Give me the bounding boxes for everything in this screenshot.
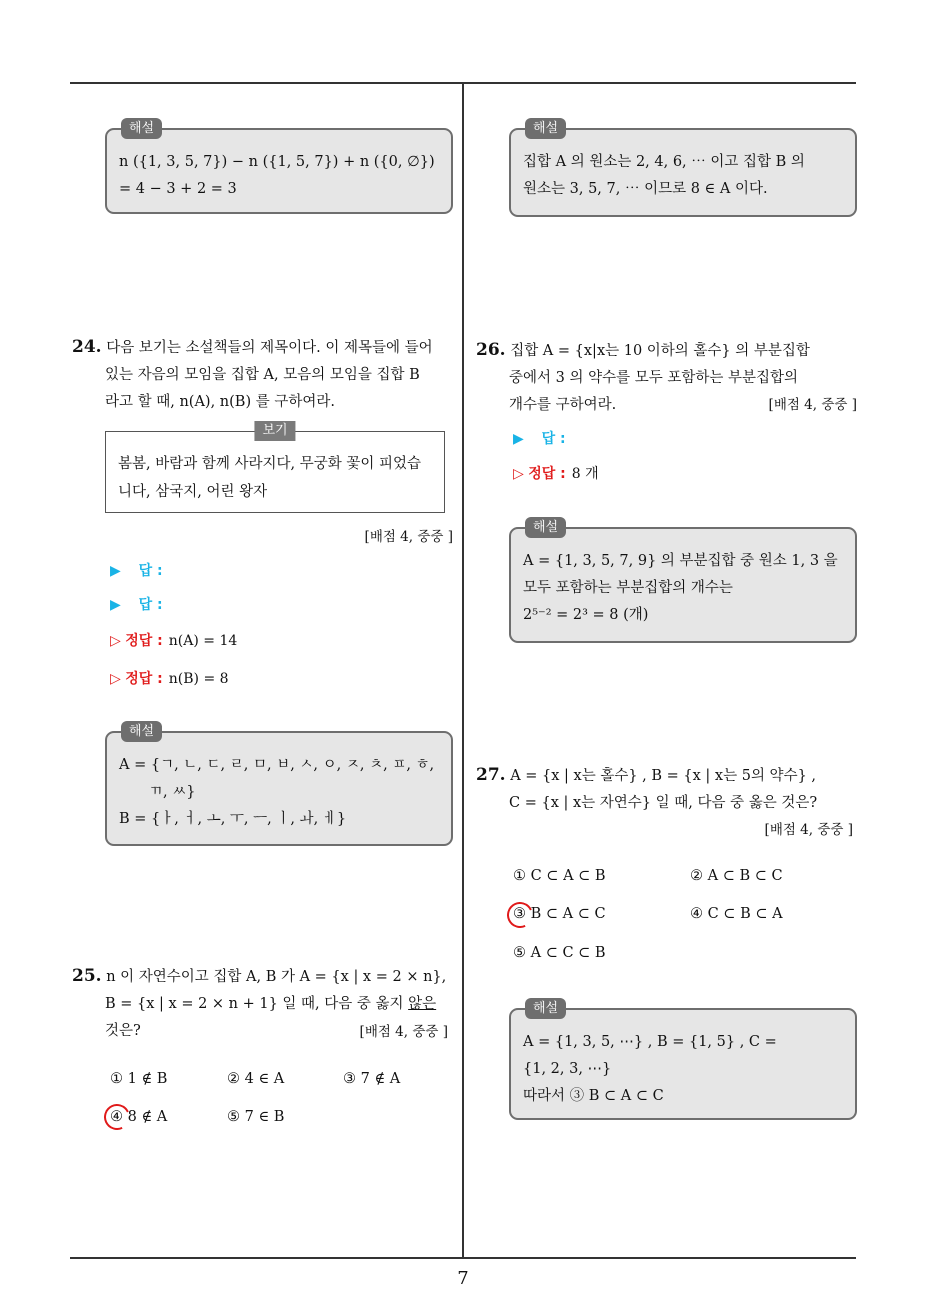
correct-label: 정답 : [125,633,163,649]
solution-tag: 해설 [121,721,162,742]
choice-2[interactable]: ② A ⊂ B ⊂ C [690,868,783,884]
solution-line: n ({1, 3, 5, 7}) − n ({1, 5, 7}) + n ({0, ∅}) [119,154,435,170]
solution-box-27 [509,1001,857,1120]
answer-label: 답 : [138,597,163,613]
solution-line: 따라서 ③ B ⊂ A ⊂ C [523,1088,664,1104]
solution-box-prev-right [509,121,857,217]
underlined-keyword: 않은 [408,996,437,1012]
play-arrow-icon: ▶ [110,563,121,579]
choice-4[interactable]: ④ C ⊂ B ⊂ A [690,906,783,922]
page-number: 7 [457,1268,469,1289]
view-line: 봄봄, 바람과 함께 사라지다, 무궁화 꽃이 피었습 [118,456,422,472]
view-box [105,423,445,513]
question-text: n 이 자연수이고 집합 A, B 가 A = {x | x = 2 × n}, [106,969,447,985]
question-text: 다음 보기는 소설책들의 제목이다. 이 제목들에 들어 [106,340,433,356]
answer-field[interactable] [110,560,163,580]
question-text: 라고 할 때, n(A), n(B) 를 구하여라. [105,394,335,410]
play-arrow-icon: ▶ [513,431,524,447]
correct-label: 정답 : [528,466,566,482]
view-tag: 보기 [254,421,295,441]
correct-label: 정답 : [125,671,163,687]
choice-1[interactable]: ① C ⊂ A ⊂ B [513,868,606,884]
question-number: 25. [72,966,102,986]
solution-line: A = {1, 3, 5, 7, 9} 의 부분집합 중 원소 1, 3 을 [523,553,838,569]
choice-3[interactable]: ③ B ⊂ A ⊂ C [513,906,606,922]
score-label: [배점 4, 중중 ] [359,1024,448,1040]
question-text: 중에서 3 의 약수를 모두 포함하는 부분집합의 [509,370,799,386]
choice-5[interactable]: ⑤ A ⊂ C ⊂ B [513,945,606,961]
selected-answer-circle [503,898,536,931]
question-24 [72,334,457,416]
question-text: 개수를 구하여라. [509,397,617,413]
outline-triangle-icon: ▷ [110,671,121,687]
solution-box-prev-left [105,121,453,214]
solution-tag: 해설 [525,517,566,538]
correct-value: 8 개 [571,466,599,482]
solution-tag: 해설 [121,118,162,139]
answer-label: 답 : [541,431,566,447]
question-number: 27. [476,765,506,785]
question-27 [476,762,861,817]
score-label: [배점 4, 중중 ] [768,397,857,413]
answer-field[interactable] [110,594,163,614]
solution-line: A = {1, 3, 5, ⋯} , B = {1, 5} , C = [523,1034,777,1050]
correct-answer [513,463,599,483]
correct-value: n(A) = 14 [168,633,238,649]
play-arrow-icon: ▶ [110,597,121,613]
question-number: 26. [476,340,506,360]
selected-answer-circle [100,1100,133,1133]
question-number: 24. [72,337,102,357]
question-text: 있는 자음의 모임을 집합 A, 모음의 모임을 집합 B [105,367,420,383]
question-text: B = {x | x = 2 × n + 1} 일 때, 다음 중 옳지 [105,996,409,1012]
answer-label: 답 : [138,563,163,579]
correct-answer [110,668,229,688]
score-label: [배점 4, 중중 ] [364,529,453,545]
solution-line: A = {ㄱ, ㄴ, ㄷ, ㄹ, ㅁ, ㅂ, ㅅ, ㅇ, ㅈ, ㅊ, ㅍ, ㅎ, [119,757,435,773]
column-divider [462,83,464,1258]
choice-1[interactable]: ① 1 ∉ B [110,1071,168,1087]
answer-field[interactable] [513,428,566,448]
solution-line: 모두 포함하는 부분집합의 개수는 [523,580,733,596]
solution-line: = 4 − 3 + 2 = 3 [119,181,237,197]
solution-box-26 [509,520,857,643]
question-text: A = {x | x는 홀수} , B = {x | x는 5의 약수} , [510,768,817,784]
score-label: [배점 4, 중중 ] [764,822,853,838]
solution-line: 원소는 3, 5, 7, ⋯ 이므로 8 ∈ A 이다. [523,181,768,197]
solution-line: 2⁵⁻² = 2³ = 8 (개) [523,607,649,623]
solution-line: 집합 A 의 원소는 2, 4, 6, ⋯ 이고 집합 B 의 [523,154,805,170]
solution-box-24 [105,724,453,846]
correct-answer [110,630,237,650]
bottom-rule [70,1257,856,1259]
outline-triangle-icon: ▷ [513,466,524,482]
question-text: 집합 A = {x|x는 10 이하의 홀수} 의 부분집합 [510,343,810,359]
choice-3[interactable]: ③ 7 ∉ A [343,1071,401,1087]
solution-line: {1, 2, 3, ⋯} [523,1061,612,1077]
view-line: 니다, 삼국지, 어린 왕자 [118,484,268,500]
solution-tag: 해설 [525,118,566,139]
choice-5[interactable]: ⑤ 7 ∈ B [227,1109,285,1125]
question-text: C = {x | x는 자연수} 일 때, 다음 중 옳은 것은? [509,795,818,811]
solution-line: B = {ㅏ, ㅓ, ㅗ, ㅜ, ㅡ, ㅣ, ㅘ, ㅔ} [119,811,347,827]
choice-2[interactable]: ② 4 ∈ A [227,1071,285,1087]
solution-line: ㄲ, ㅆ} [149,784,196,800]
solution-tag: 해설 [525,998,566,1019]
correct-value: n(B) = 8 [168,671,229,687]
outline-triangle-icon: ▷ [110,633,121,649]
question-text: 것은? [105,1023,141,1039]
choice-4[interactable]: ④ 8 ∉ A [110,1109,168,1125]
